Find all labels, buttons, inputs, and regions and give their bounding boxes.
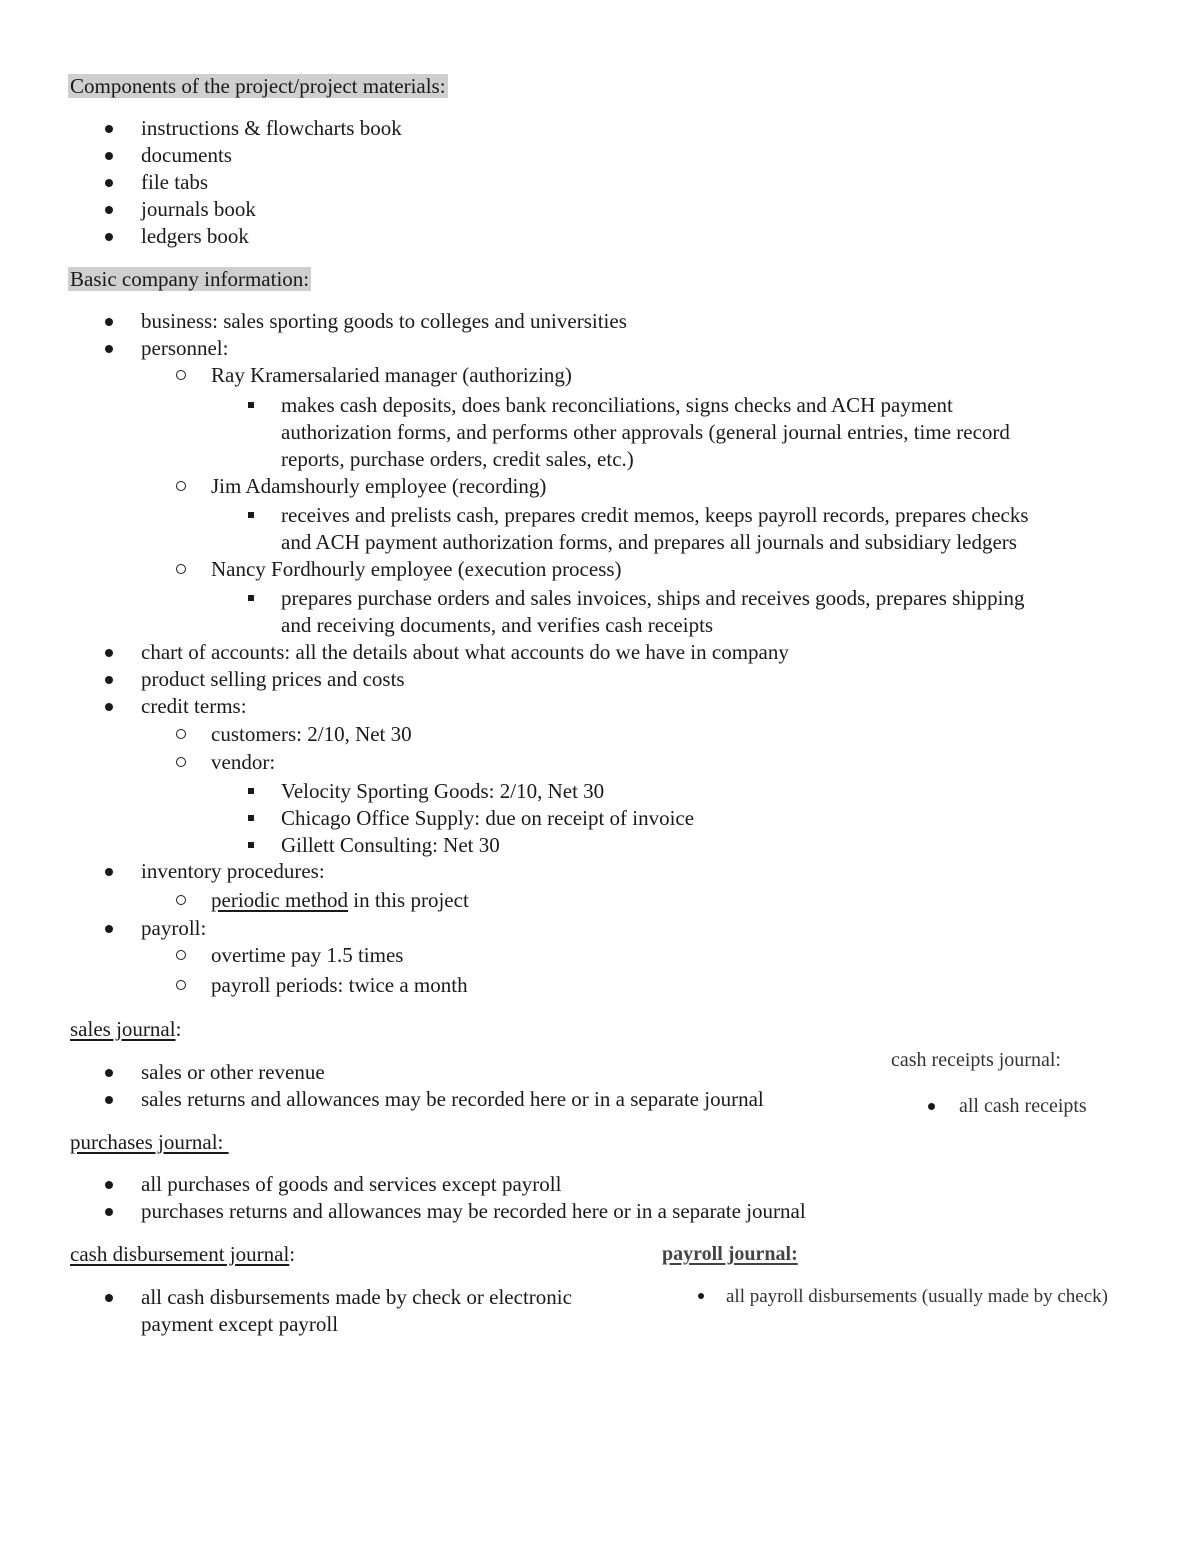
inventory-method: periodic method in this project — [211, 887, 469, 914]
square-bullet-icon — [248, 512, 254, 518]
components-heading-text: Components of the project/project materials: — [70, 74, 446, 98]
nancy-duties: prepares purchase orders and sales invoices, ships and receives goods, prepares shipping and receiving documents, and verifies cash receipts — [281, 585, 1025, 639]
bullet-icon — [698, 1293, 704, 1299]
list-item: Gillett Consulting: Net 30 — [281, 832, 694, 859]
list-item: Chicago Office Supply: due on receipt of invoice — [281, 805, 694, 832]
vendor-list — [281, 778, 694, 859]
bullet-icon — [105, 345, 113, 353]
components-heading — [68, 73, 448, 100]
bullet-icon — [105, 1069, 113, 1077]
bullet-icon — [105, 233, 113, 241]
personnel-jim: Jim Adamshourly employee (recording) — [211, 473, 546, 500]
payroll-item: payroll: — [141, 915, 206, 942]
sales-journal-heading: sales journal: — [70, 1017, 182, 1041]
circle-bullet-icon — [176, 980, 186, 990]
square-bullet-icon — [248, 842, 254, 848]
bullet-icon — [105, 676, 113, 684]
bullet-icon — [105, 649, 113, 657]
circle-bullet-icon — [176, 895, 186, 905]
basic-info-heading-text: Basic company information: — [70, 267, 310, 291]
credit-customers: customers: 2/10, Net 30 — [211, 721, 412, 748]
payroll-periods: payroll periods: twice a month — [211, 972, 468, 999]
payroll-overtime: overtime pay 1.5 times — [211, 942, 403, 969]
personnel-nancy: Nancy Fordhourly employee (execution process) — [211, 556, 622, 583]
bullet-icon — [105, 925, 113, 933]
bullet-icon — [105, 152, 113, 160]
bullet-icon — [105, 1181, 113, 1189]
business-item: business: sales sporting goods to colleges and universities — [141, 308, 627, 335]
square-bullet-icon — [248, 402, 254, 408]
list-item: journals book — [141, 196, 402, 223]
list-item: documents — [141, 142, 402, 169]
bullet-icon — [105, 1294, 113, 1302]
bullet-icon — [105, 179, 113, 187]
purchases-journal-list — [141, 1171, 806, 1225]
circle-bullet-icon — [176, 729, 186, 739]
info-list — [141, 639, 789, 720]
cash-receipts-heading: cash receipts journal: — [891, 1049, 1061, 1071]
list-item: Velocity Sporting Goods: 2/10, Net 30 — [281, 778, 694, 805]
bullet-icon — [105, 1096, 113, 1104]
circle-bullet-icon — [176, 757, 186, 767]
list-item: sales returns and allowances may be recorded here or in a separate journal — [141, 1086, 764, 1113]
square-bullet-icon — [248, 788, 254, 794]
sales-journal-list — [141, 1059, 764, 1113]
square-bullet-icon — [248, 595, 254, 601]
list-item: instructions & flowcharts book — [141, 115, 402, 142]
cash-receipts-item: all cash receipts — [959, 1093, 1087, 1120]
purchases-journal-heading: purchases journal: — [70, 1130, 229, 1154]
bullet-icon — [105, 318, 113, 326]
list-item: credit terms: — [141, 693, 789, 720]
circle-bullet-icon — [176, 564, 186, 574]
inventory-item: inventory procedures: — [141, 858, 325, 885]
personnel-ray: Ray Kramersalaried manager (authorizing) — [211, 362, 572, 389]
ray-duties: makes cash deposits, does bank reconciliations, signs checks and ACH payment authorization forms, and performs other approvals (general journal entries, time record reports, purchase orders, credit sales, etc.) — [281, 392, 1010, 473]
payroll-journal-heading: payroll journal: — [662, 1243, 798, 1265]
bullet-icon — [105, 206, 113, 214]
basic-info-heading — [68, 266, 311, 293]
jim-duties: receives and prelists cash, prepares credit memos, keeps payroll records, prepares checks and ACH payment authorization forms, and prepares all journals and subsidiary ledgers — [281, 502, 1029, 556]
bullet-icon — [105, 1208, 113, 1216]
bullet-icon — [105, 703, 113, 711]
circle-bullet-icon — [176, 481, 186, 491]
cash-disbursement-item: all cash disbursements made by check or electronic payment except payroll — [141, 1284, 572, 1338]
list-item: chart of accounts: all the details about what accounts do we have in company — [141, 639, 789, 666]
list-item: sales or other revenue — [141, 1059, 764, 1086]
bullet-icon — [105, 868, 113, 876]
circle-bullet-icon — [176, 950, 186, 960]
list-item: file tabs — [141, 169, 402, 196]
circle-bullet-icon — [176, 370, 186, 380]
list-item: all purchases of goods and services except payroll — [141, 1171, 806, 1198]
list-item: product selling prices and costs — [141, 666, 789, 693]
components-list — [141, 115, 402, 250]
bullet-icon — [105, 125, 113, 133]
personnel-item: personnel: — [141, 335, 228, 362]
payroll-journal-item: all payroll disbursements (usually made by check) — [726, 1283, 1108, 1310]
list-item: ledgers book — [141, 223, 402, 250]
bullet-icon — [928, 1103, 935, 1110]
credit-vendor: vendor: — [211, 749, 275, 776]
square-bullet-icon — [248, 815, 254, 821]
cash-disbursement-heading: cash disbursement journal: — [70, 1242, 296, 1266]
list-item: purchases returns and allowances may be recorded here or in a separate journal — [141, 1198, 806, 1225]
